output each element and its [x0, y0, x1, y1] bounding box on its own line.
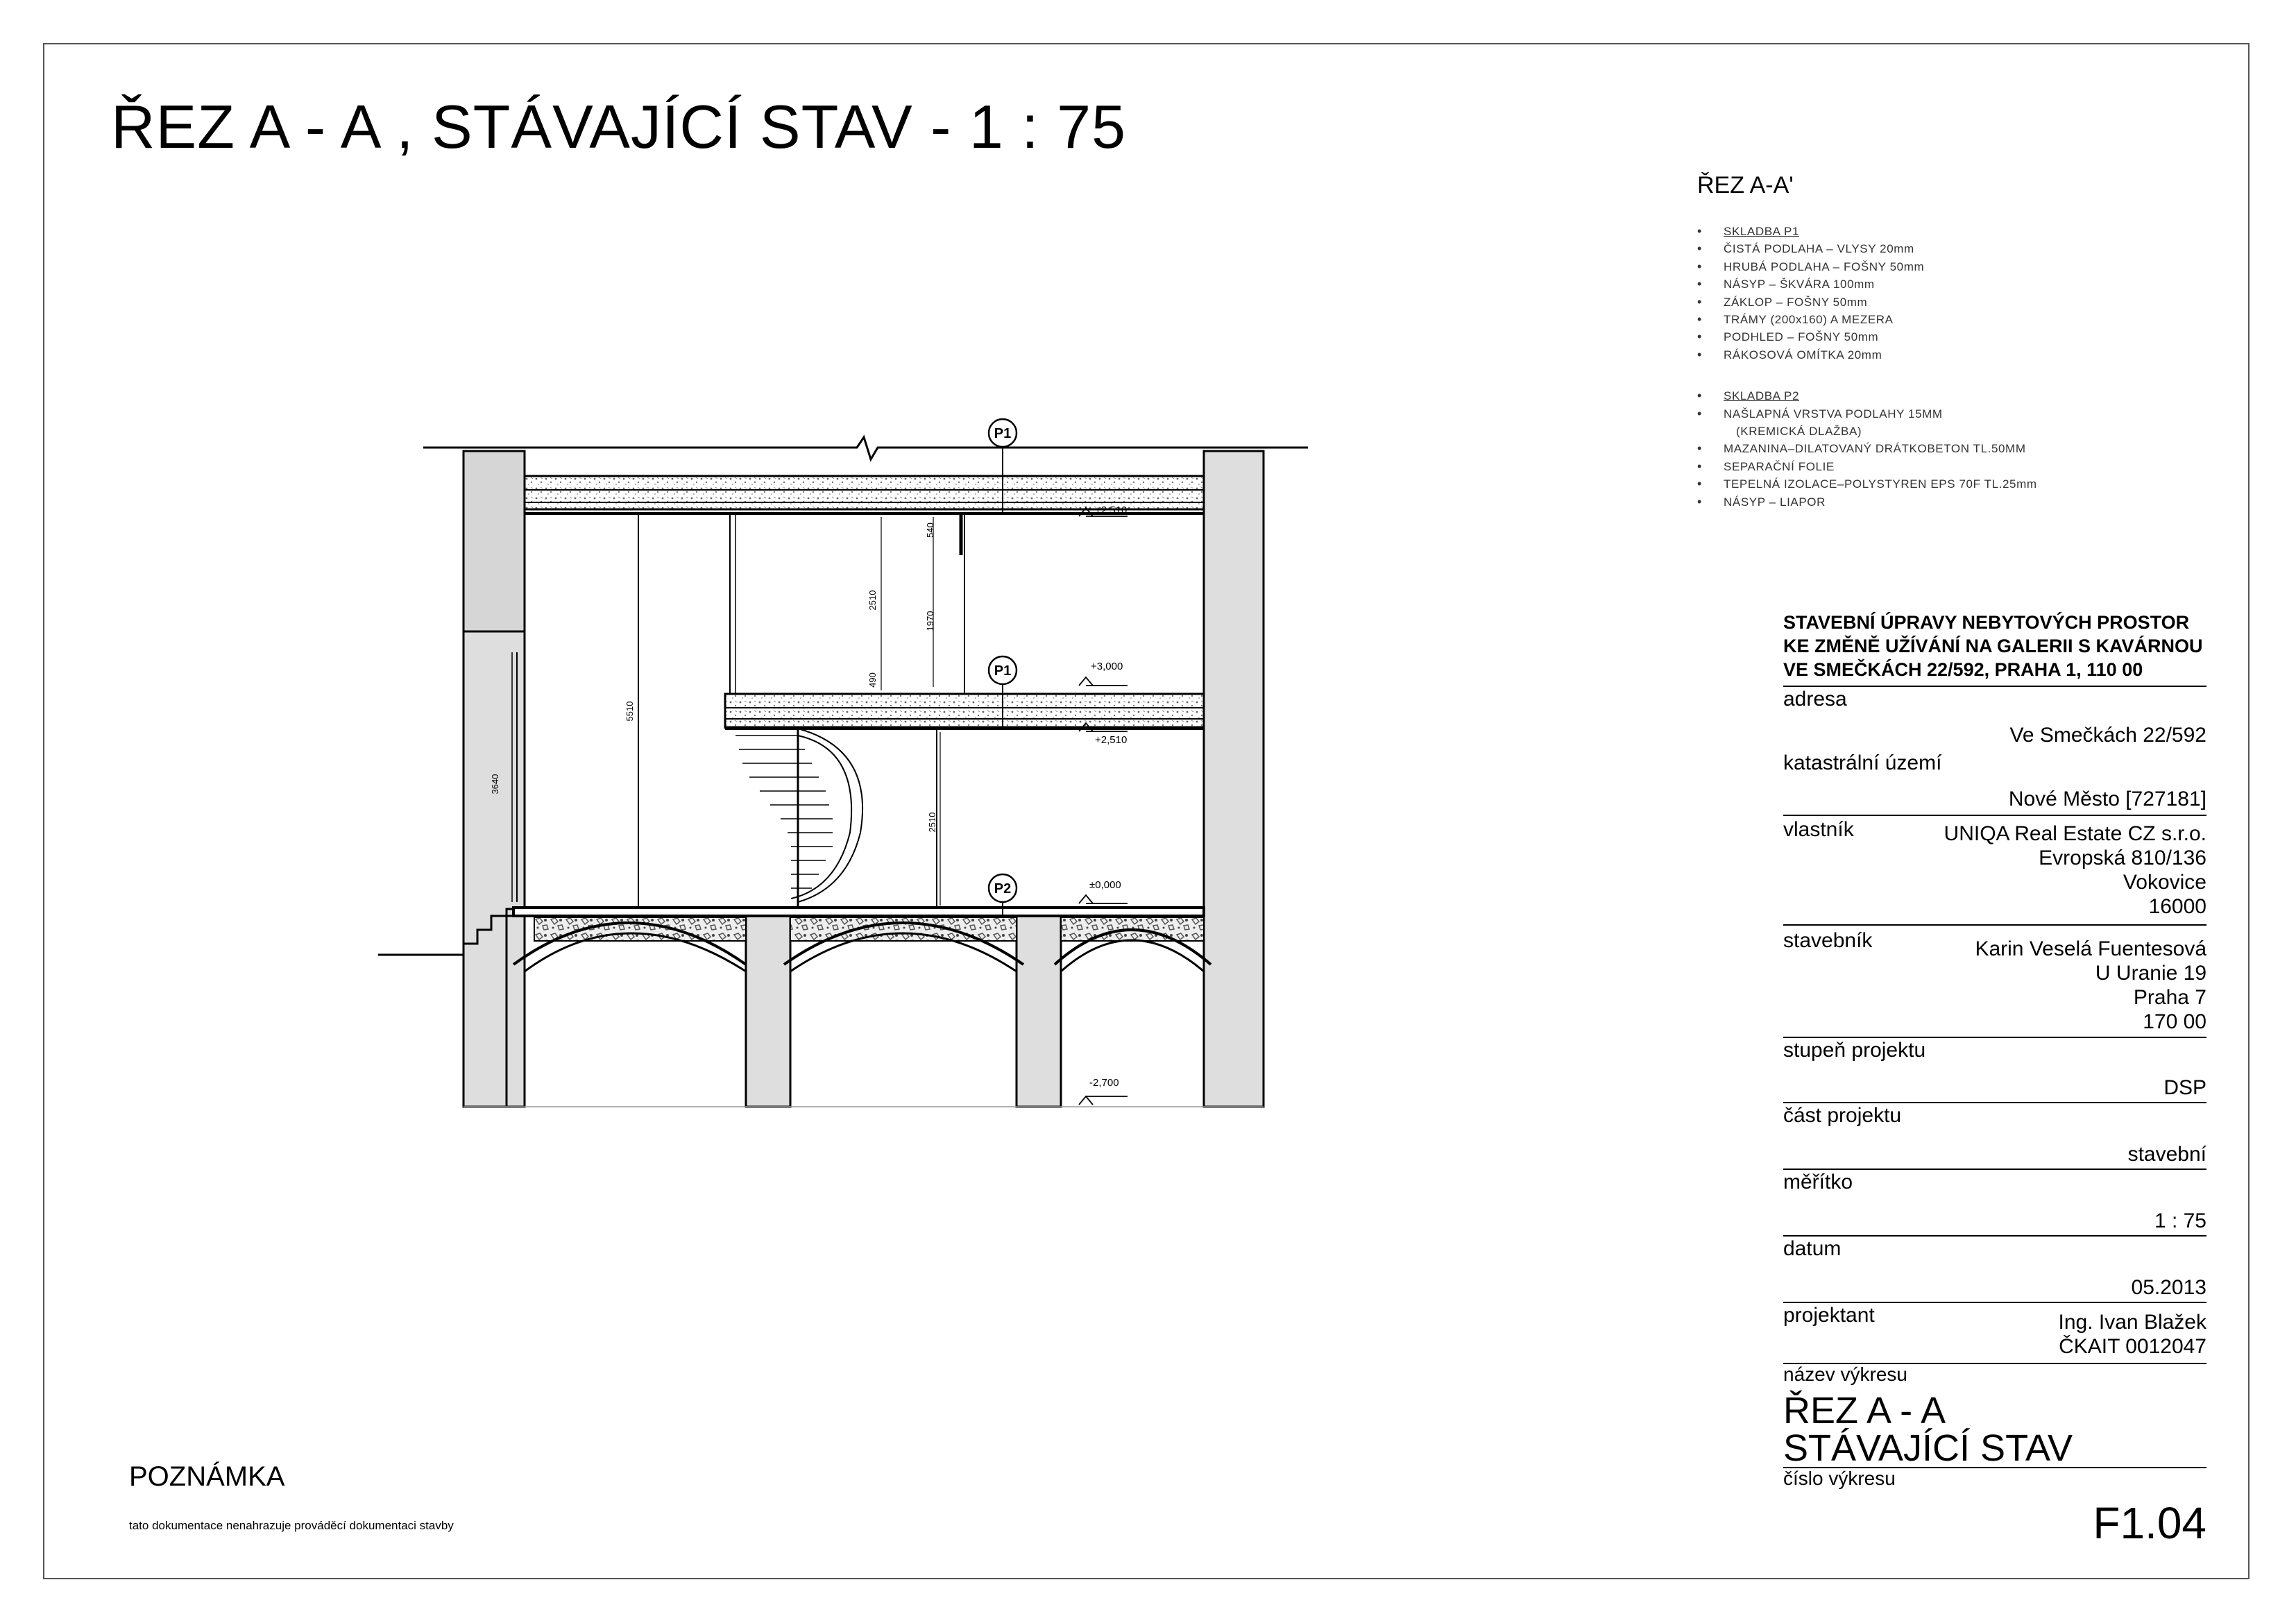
legend-item: • HRUBÁ PODLAHA – FOŠNY 50mm: [1697, 258, 2197, 275]
layers-legend: [1697, 172, 2197, 534]
legend-item: • PODHLED – FOŠNY 50mm: [1697, 328, 2197, 346]
drawing-number-row: číslo výkresu F1.04: [1783, 1468, 2206, 1548]
dimension-label: 5510: [624, 701, 635, 722]
address-row: adresa Ve Smečkách 22/592: [1783, 686, 2206, 748]
legend-item: • MAZANINA–DILATOVANÝ DRÁTKOBETON TL.50MM: [1697, 440, 2197, 457]
legend-group-heading: • SKLADBA P2: [1697, 387, 2197, 405]
legend-item: • SEPARAČNÍ FOLIE: [1697, 458, 2197, 475]
marker-label: P1: [994, 663, 1012, 679]
sheet-title: ŘEZ A - A , STÁVAJÍCÍ STAV - 1 : 75: [111, 92, 1127, 161]
drawing-name-row: název výkresu ŘEZ A - A STÁVAJÍCÍ STAV: [1783, 1363, 2206, 1467]
cadastre-row: katastrální území Nové Město [727181]: [1783, 751, 2206, 810]
legend-group-heading: • SKLADBA P1: [1697, 223, 2197, 240]
drawing-number: F1.04: [2093, 1498, 2206, 1548]
legend-item: • ZÁKLOP – FOŠNY 50mm: [1697, 294, 2197, 311]
legend-item: • TEPELNÁ IZOLACE–POLYSTYREN EPS 70F TL.25mm: [1697, 475, 2197, 493]
title-block: [1783, 611, 2206, 1548]
dimension-label: 3640: [490, 774, 500, 794]
legend-item: (KREMICKÁ DLAŽBA): [1736, 425, 1862, 439]
date-row: datum 05.2013: [1783, 1235, 2206, 1300]
legend-title: ŘEZ A-A': [1697, 172, 1794, 198]
dimension-label: 2510: [867, 590, 878, 611]
project-name: STAVEBNÍ ÚPRAVY NEBYTOVÝCH PROSTOR KE ZMĚNĚ UŽÍVÁNÍ NA GALERII S KAVÁRNOU VE SMEČKÁCH 22/592, PRAHA 1, 110 00: [1783, 612, 2203, 680]
note-text: tato dokumentace nenahrazuje prováděcí dokumentaci stavby: [129, 1519, 454, 1532]
level-label: -2,700: [1089, 1077, 1119, 1089]
marker-label: P2: [994, 881, 1012, 897]
marker-label: P1: [994, 426, 1012, 441]
dimension-label: 490: [867, 672, 878, 688]
level-label: +2,510: [1095, 734, 1128, 746]
legend-item: • TRÁMY (200x160) A MEZERA: [1697, 311, 2197, 328]
legend-group-p1: [1697, 223, 2197, 364]
scale-row: měřítko 1 : 75: [1783, 1169, 2206, 1234]
legend-item: • NÁSYP – ŠKVÁRA 100mm: [1697, 275, 2197, 293]
legend-item: • NAŠLAPNÁ VRSTVA PODLAHY 15MM: [1697, 405, 2197, 423]
note-heading: POZNÁMKA: [129, 1461, 285, 1492]
designer-row: projektant Ing. Ivan Blažek ČKAIT 0012047: [1783, 1302, 2206, 1359]
dimension-label: 1970: [925, 611, 935, 631]
project-stage-row: stupeň projektu DSP: [1783, 1037, 2206, 1101]
level-label: +2,510: [1095, 504, 1128, 516]
project-part-row: část projektu stavební: [1783, 1102, 2206, 1167]
legend-group-p2: [1697, 387, 2197, 511]
legend-item: • ČISTÁ PODLAHA – VLYSY 20mm: [1697, 240, 2197, 257]
dimension-label: 2510: [927, 812, 937, 833]
dimension-label: 540: [925, 522, 935, 538]
legend-item: • NÁSYP – LIAPOR: [1697, 493, 2197, 511]
level-label: ±0,000: [1089, 879, 1121, 891]
level-label: +3,000: [1091, 661, 1123, 672]
legend-item: • RÁKOSOVÁ OMÍTKA 20mm: [1697, 346, 2197, 364]
investor-row: stavebník Karin Veselá Fuentesová U Uranie 19 Praha 7 170 00: [1783, 924, 2206, 1034]
owner-row: vlastník UNIQA Real Estate CZ s.r.o. Evropská 810/136 Vokovice 16000: [1783, 815, 2206, 919]
drawing-name: ŘEZ A - A STÁVAJÍCÍ STAV: [1783, 1390, 2073, 1469]
note: [129, 1461, 454, 1533]
